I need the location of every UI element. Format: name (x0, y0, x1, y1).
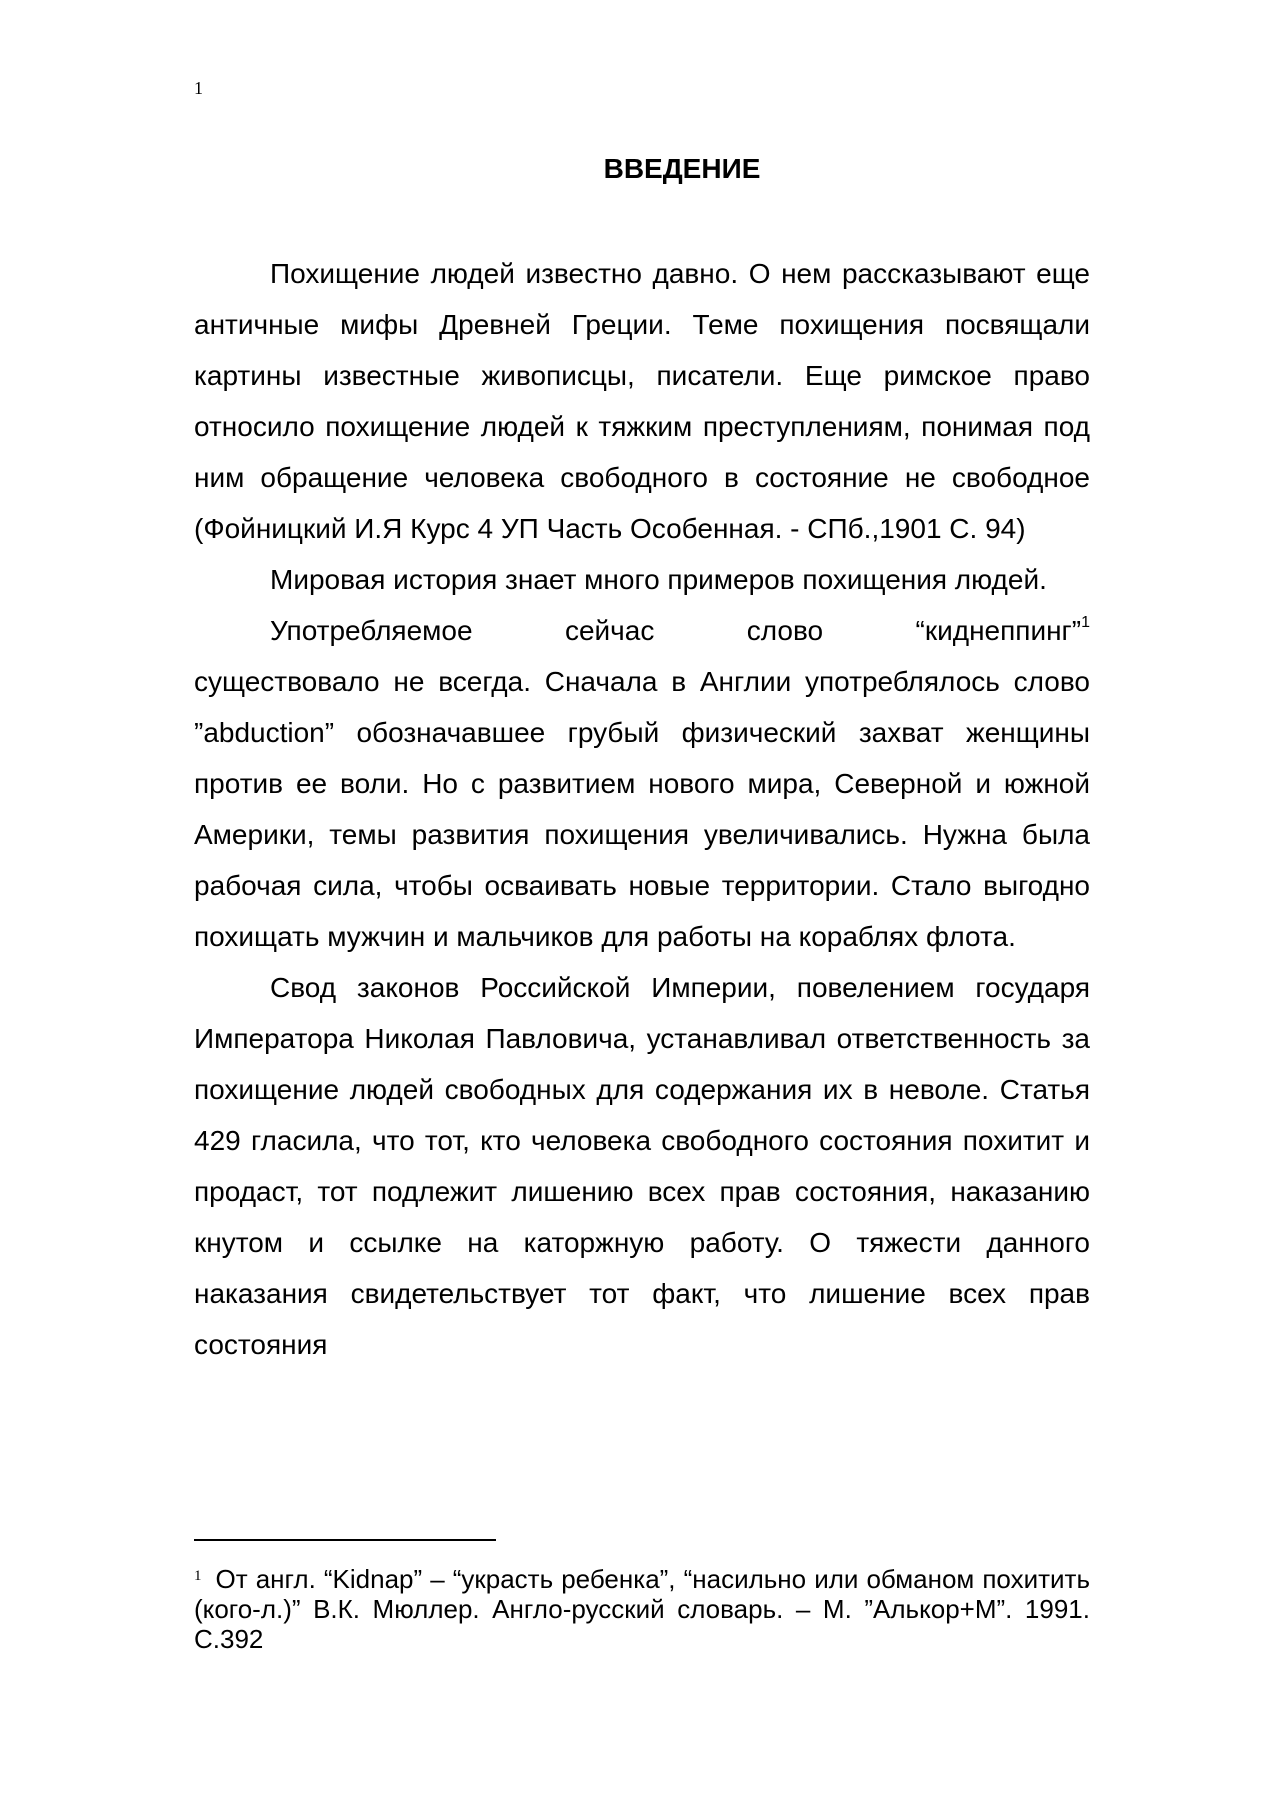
section-heading: ВВЕДЕНИЕ (603, 153, 761, 184)
paragraph-3-continued: существовало не всегда. Сначала в Англии употреблялось слово ”abduction” обозначавшее грубый физический захват женщины против ее воли. Но с развитием нового мира, Северной и южной Америки, темы развития похищения увеличивались. Нужна была рабочая сила, чтобы осваивать новые территории. Стало выгодно похищать мужчин и мальчиков для работы на кораблях флота. (194, 666, 1090, 952)
paragraph-3 (194, 605, 1090, 656)
paragraph-4: Свод законов Российской Империи, повелением государя Императора Николая Павловича, устанавливал ответственность за похищение людей свободных для содержания их в неволе. Статья 429 гласила, что тот, кто человека свободного состояния похитит и продаст, тот подлежит лишению всех прав состояния, наказанию кнутом и ссылке на каторжную работу. О тяжести данного наказания свидетельствует тот факт, что лишение всех прав состояния (194, 972, 1090, 1360)
footnote-reference[interactable]: 1 (1081, 614, 1090, 631)
paragraph-1: Похищение людей известно давно. О нем рассказывают еще античные мифы Древней Греции. Теме похищения посвящали картины известные живописцы, писатели. Еще римское право относило похищение людей к тяжким преступлениям, понимая под ним обращение человека свободного в состояние не свободное (Фойницкий И.Я Курс 4 УП Часть Особенная. - СПб.,1901 С. 94) (194, 258, 1090, 544)
body-text (194, 248, 1090, 1370)
paragraph-2: Мировая история знает много примеров похищения людей. (270, 564, 1047, 595)
footnote (194, 1564, 1090, 1654)
page-number: 1 (194, 78, 203, 98)
paragraph-3-lead: Употребляемое сейчас слово “киднеппинг” (270, 615, 1082, 646)
footnote-marker: 1 (194, 1568, 202, 1584)
footnote-text: От англ. “Kidnap” – “украсть ребенка”, “насильно или обманом похитить (кого-л.)” В.К. Мюллер. Англо-русский словарь. – М. ”Алькор+М”. 1991. С.392 (194, 1564, 1090, 1654)
footnote-separator (194, 1539, 496, 1541)
